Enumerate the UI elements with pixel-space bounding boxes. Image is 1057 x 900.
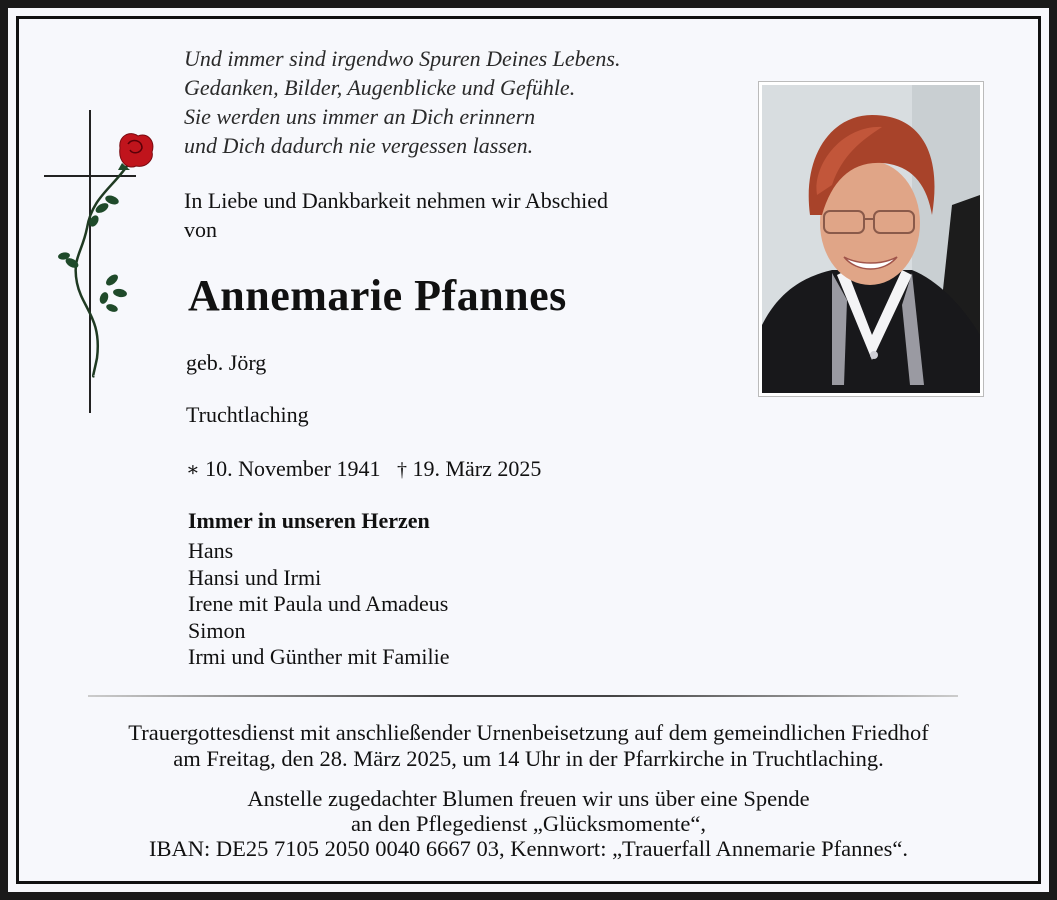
death-symbol: † [396,459,407,481]
obituary-card [8,8,1049,892]
poem [184,44,621,160]
portrait-photo [758,81,984,397]
donation-line: an den Pflegedienst „Glücksmomente“, [351,811,706,836]
service-line: am Freitag, den 28. März 2025, um 14 Uhr in der Pfarrkirche in Truchtlaching. [173,746,884,771]
family-member: Simon [188,617,246,643]
family-member: Irmi und Günther mit Familie [188,644,450,669]
cross-with-rose-icon [42,108,162,433]
death-date: 19. März 2025 [412,456,542,481]
birth-name: geb. Jörg [186,350,267,375]
funeral-service-info [8,720,1049,772]
poem-line: und Dich dadurch nie vergessen lassen. [184,133,534,158]
poem-line: Und immer sind irgendwo Spuren Deines Lebens. [184,46,621,71]
family-member: Irene mit Paula und Amadeus [188,591,449,616]
service-line: Trauergottesdienst mit anschließender Urnenbeisetzung auf dem gemeindlichen Friedhof [128,720,929,745]
family-list [188,538,450,671]
life-dates [186,456,541,482]
intro-line: von [184,217,217,242]
donation-line: IBAN: DE25 7105 2050 0040 6667 03, Kennwort: „Trauerfall Annemarie Pfannes“. [148,836,909,861]
divider [88,695,958,697]
deceased-name: Annemarie Pfannes [188,271,567,320]
family-heading: Immer in unseren Herzen [188,508,430,533]
poem-line: Sie werden uns immer an Dich erinnern [184,104,536,129]
family-member: Hans [188,538,234,563]
intro-line: In Liebe und Dankbarkeit nehmen wir Abschied [184,188,608,213]
donation-line: Anstelle zugedachter Blumen freuen wir uns über eine Spende [247,786,810,811]
place-of-residence: Truchtlaching [186,402,309,427]
family-member: Hansi und Irmi [188,564,322,590]
poem-line: Gedanken, Bilder, Augenblicke und Gefühle. [184,75,576,100]
donation-info [8,786,1049,861]
birth-symbol: ∗ [186,459,200,481]
farewell-intro [184,186,608,244]
birth-date: 10. November 1941 [205,456,381,481]
